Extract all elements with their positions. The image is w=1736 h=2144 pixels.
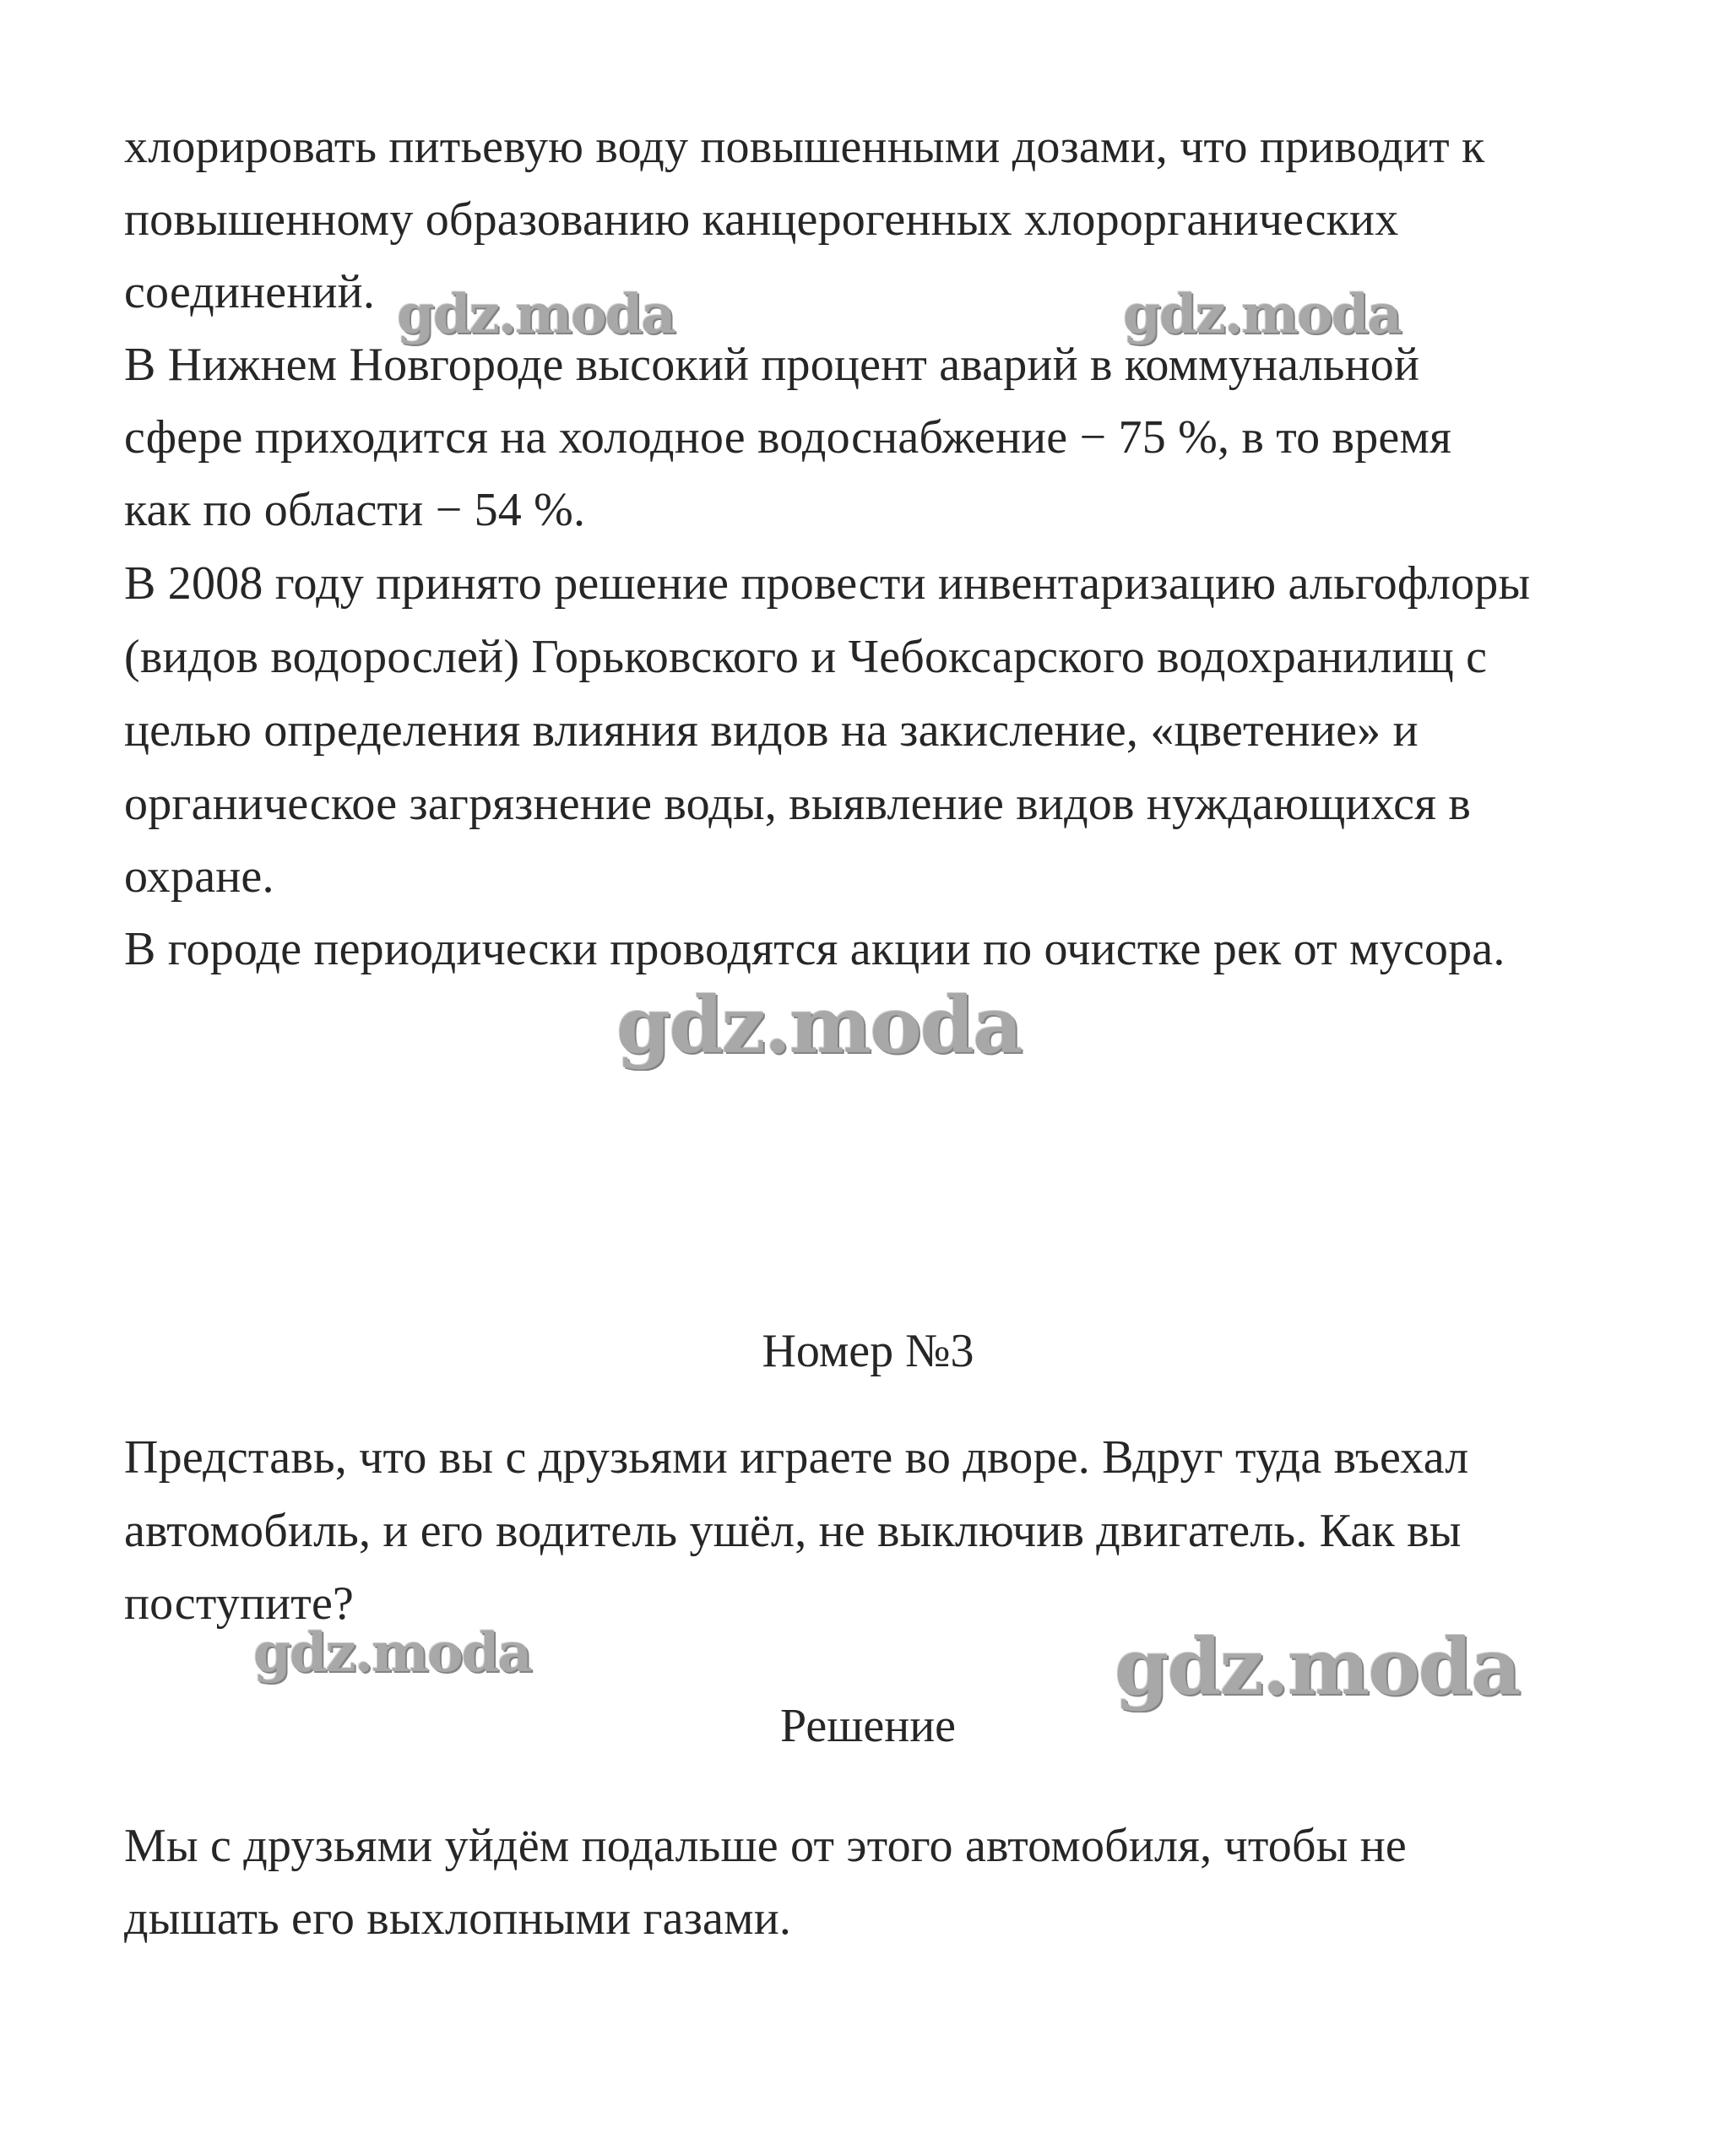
watermark: gdz.moda — [253, 1621, 531, 1685]
paragraph-1-line-2: повышенному образованию канцерогенных хлорорганических — [124, 193, 1399, 246]
paragraph-3-line-5: охране. — [124, 850, 274, 903]
paragraph-3-line-4: органическое загрязнение воды, выявление видов нуждающихся в — [124, 778, 1472, 830]
paragraph-4-line-1: В городе периодически проводятся акции по очистке рек от мусора. — [124, 923, 1505, 975]
task-heading: Номер №3 — [762, 1325, 974, 1377]
solution-line-1: Мы с друзьями уйдём подальше от этого автомобиля, чтобы не — [124, 1820, 1407, 1872]
watermark: gdz.moda — [1123, 283, 1401, 346]
task-line-2: автомобиль, и его водитель ушёл, не выключив двигатель. Как вы — [124, 1505, 1462, 1557]
paragraph-2-line-2: сфере приходится на холодное водоснабжение − 75 %, в то время — [124, 411, 1452, 464]
task-line-3: поступите? — [124, 1577, 355, 1630]
task-line-1: Представь, что вы с друзьями играете во дворе. Вдруг туда въехал — [124, 1431, 1469, 1484]
solution-heading: Решение — [779, 1700, 957, 1752]
paragraph-3-line-2: (видов водорослей) Горьковского и Чебоксарского водохранилищ с — [124, 631, 1488, 683]
paragraph-1-line-1: хлорировать питьевую воду повышенными дозами, что приводит к — [124, 121, 1485, 173]
watermark: gdz.moda — [616, 980, 1022, 1071]
paragraph-3-line-3: целью определения влияния видов на закисление, «цветение» и — [124, 704, 1419, 757]
watermark: gdz.moda — [397, 283, 675, 346]
paragraph-1-line-3: соединений. — [124, 266, 376, 318]
paragraph-2-line-1: В Нижнем Новгороде высокий процент аварий в коммунальной — [124, 339, 1420, 391]
paragraph-2-line-3: как по области − 54 %. — [124, 484, 586, 536]
solution-line-2: дышать его выхлопными газами. — [124, 1892, 792, 1945]
watermark: gdz.moda — [1115, 1621, 1520, 1712]
paragraph-3-line-1: В 2008 году принято решение провести инвентаризацию альгофлоры — [124, 557, 1531, 610]
